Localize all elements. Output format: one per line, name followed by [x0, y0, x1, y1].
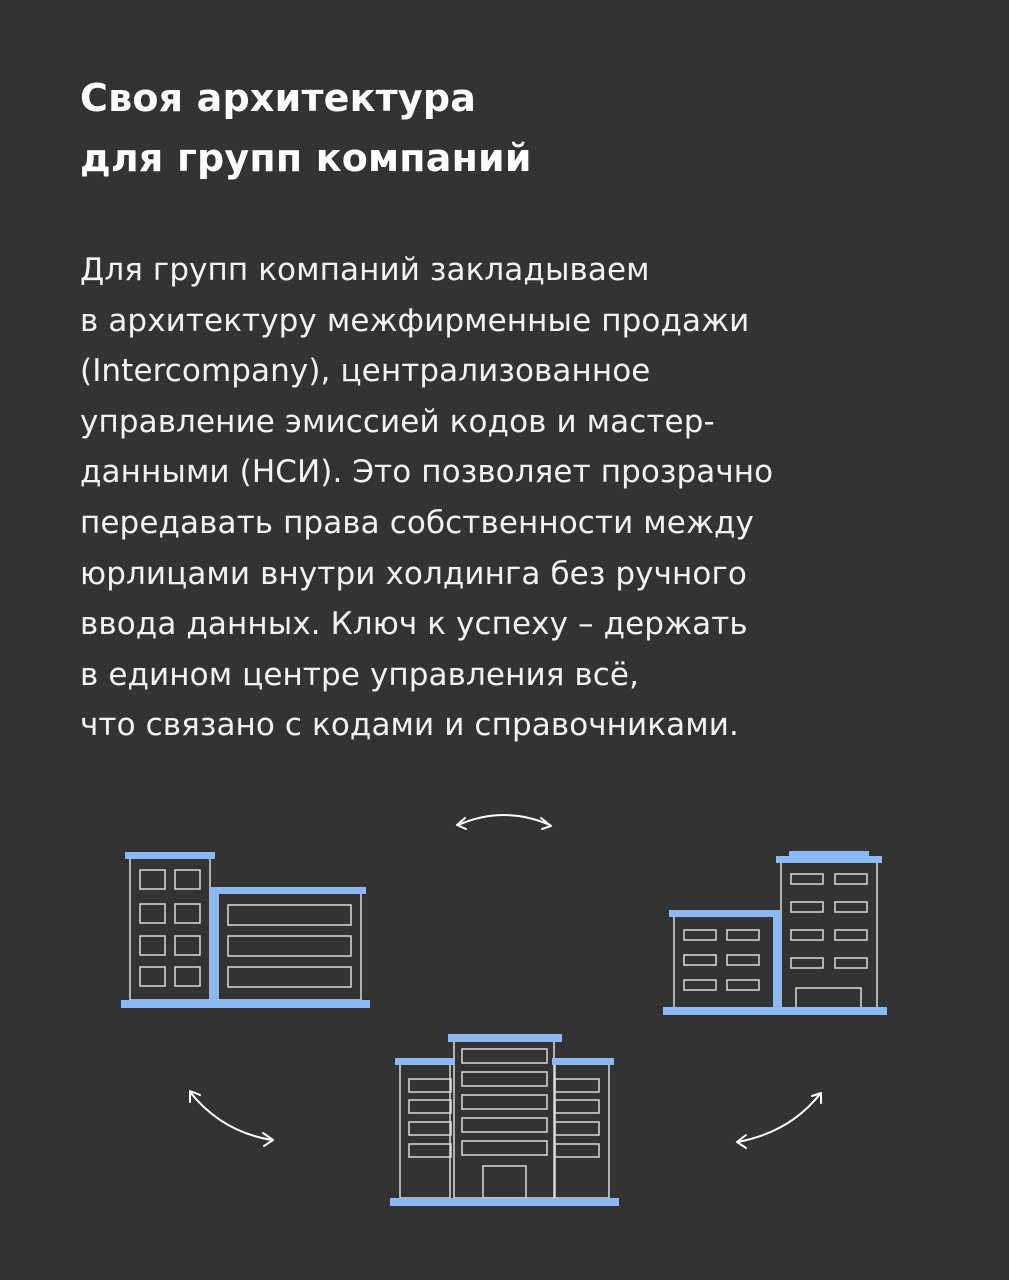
double-arrow-icon — [737, 1093, 821, 1148]
body-line: юрлицами внутри холдинга без ручного — [80, 555, 747, 592]
title-line: для групп компаний — [80, 136, 532, 180]
group-of-companies-illustration — [0, 780, 1009, 1220]
body-line: управление эмиссией кодов и мастер- — [80, 403, 715, 440]
body-line: в едином центре управления всё, — [80, 656, 640, 693]
double-arrow-icon — [457, 815, 551, 829]
body-line: данными (НСИ). Это позволяет прозрачно — [80, 454, 774, 491]
body-paragraph — [80, 245, 773, 751]
body-line: передавать права собственности между — [80, 504, 754, 541]
body-line: что связано с кодами и справочниками. — [80, 707, 739, 744]
building-icon — [390, 1034, 619, 1206]
body-line: (Intercompany), централизованное — [80, 353, 651, 390]
building-icon — [121, 852, 370, 1008]
double-arrow-icon — [190, 1091, 273, 1146]
building-icon — [663, 851, 887, 1015]
body-line: Для групп компаний закладываем — [80, 252, 650, 288]
slide-title — [80, 68, 532, 188]
body-line: ввода данных. Ключ к успеху – держать — [80, 606, 748, 643]
body-line: в архитектуру межфирменные продажи — [80, 302, 750, 339]
title-line: Своя архитектура — [80, 76, 477, 120]
